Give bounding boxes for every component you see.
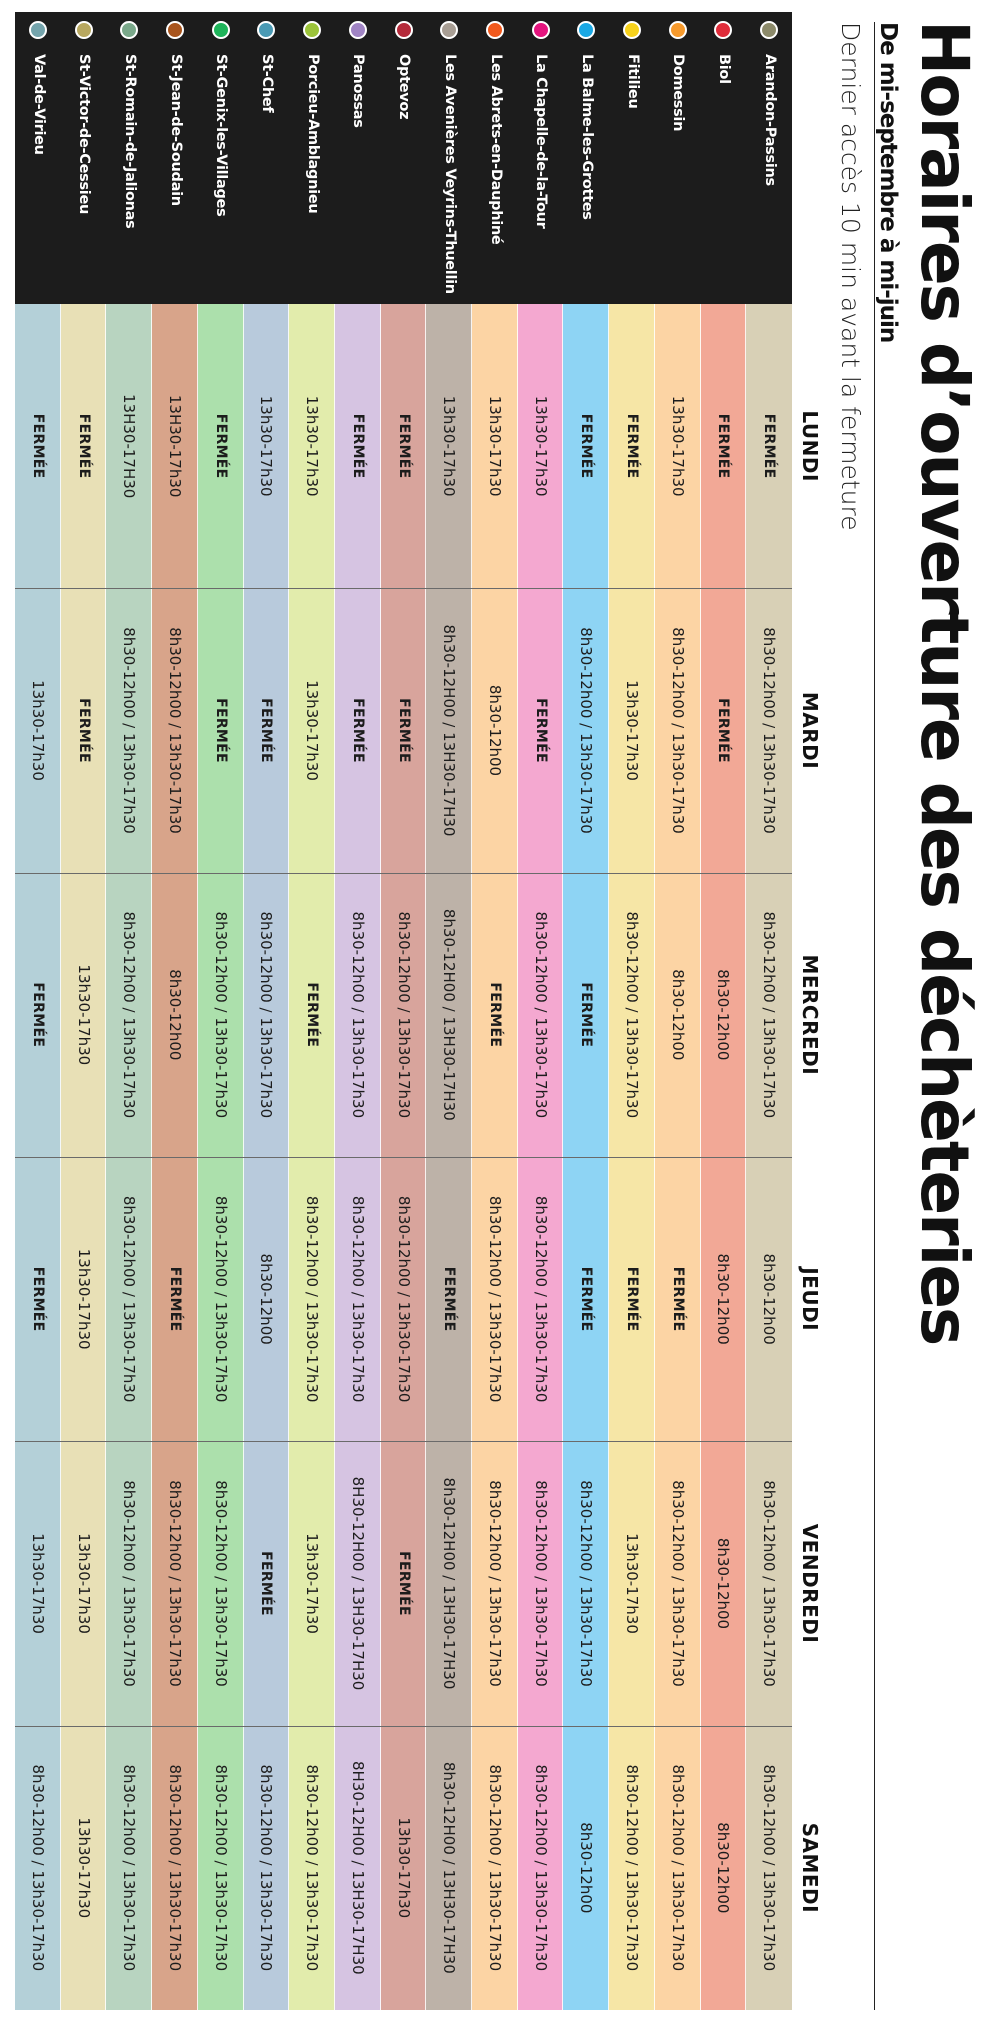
hours-cell-mardi: FERMÉE [381,588,427,872]
hours-cell-samedi: 8h30-12h00 / 13h30-17h30 [289,1726,335,2010]
hours-cell-lundi: 13h30-17h30 [472,304,518,588]
hours-cell-mercredi: 13h30-17h30 [61,873,107,1157]
location-name-cell [289,12,335,304]
location-name: Fitilieu [624,54,641,109]
hours-cell-samedi: 8h30-12h00 / 13h30-17h30 [746,1726,792,2010]
hours-cell-jeudi: 8h30-12h00 / 13h30-17h30 [518,1157,564,1441]
hours-cell-mardi: 13h30-17h30 [609,588,655,872]
location-color-dot-icon [714,21,732,39]
hours-cell-mardi: 8h30-12h00 / 13h30-17h30 [152,588,198,872]
hours-cell-vendredi: 8h30-12h00 [701,1441,747,1725]
hours-cell-samedi: 13h30-17h30 [61,1726,107,2010]
hours-cell-lundi: FERMÉE [15,304,61,588]
hours-cell-samedi: 8h30-12h00 [563,1726,609,2010]
hours-cell-jeudi: FERMÉE [609,1157,655,1441]
hours-cell-samedi: 8h30-12h00 / 13h30-17h30 [198,1726,244,2010]
hours-cell-samedi: 8h30-12h00 / 13h30-17h30 [472,1726,518,2010]
hours-cell-mercredi: FERMÉE [563,873,609,1157]
hours-cell-mardi: FERMÉE [244,588,290,872]
hours-cell-mardi: FERMÉE [198,588,244,872]
table-row [426,12,472,2010]
hours-cell-vendredi: 13h30-17h30 [609,1441,655,1725]
title-divider [874,22,875,2010]
hours-cell-vendredi: 8h30-12h00 / 13h30-17h30 [198,1441,244,1725]
hours-cell-mardi: 8h30-12h00 / 13h30-17h30 [746,588,792,872]
table-row [518,12,564,2010]
hours-cell-mercredi: 8h30-12h00 [701,873,747,1157]
location-name: Porcieu-Amblagnieu [304,54,321,214]
location-color-dot-icon [760,21,778,39]
hours-cell-mardi: 8h30-12h00 / 13h30-17h30 [655,588,701,872]
location-name: Panossas [350,54,367,128]
hours-cell-lundi: FERMÉE [563,304,609,588]
table-row [381,12,427,2010]
table-row [106,12,152,2010]
hours-cell-mercredi: 8h30-12h00 / 13h30-17h30 [746,873,792,1157]
hours-cell-mardi: 13h30-17h30 [289,588,335,872]
location-color-dot-icon [623,21,641,39]
location-name-cell [244,12,290,304]
hours-cell-mercredi: 8h30-12h00 [655,873,701,1157]
location-name: St-Victor-de-Cessieu [76,54,93,215]
column-divider [15,873,792,874]
location-name-cell [198,12,244,304]
hours-cell-samedi: 8h30-12h00 [701,1726,747,2010]
hours-cell-mercredi: 8h30-12h00 [152,873,198,1157]
hours-cell-lundi: FERMÉE [746,304,792,588]
hours-cell-mercredi: 8h30-12h00 / 13h30-17h30 [609,873,655,1157]
table-row [61,12,107,2010]
column-divider [15,1157,792,1158]
hours-cell-jeudi: FERMÉE [655,1157,701,1441]
location-name: Arandon-Passins [761,54,778,186]
table-row [609,12,655,2010]
location-name: St-Chef [259,54,276,113]
hours-cell-mercredi: 8h30-12h00 / 13h30-17h30 [198,873,244,1157]
table-row [244,12,290,2010]
page-subtitle: De mi-septembre à mi-juin [875,22,901,343]
location-name-cell [15,12,61,304]
location-name: St-Genix-les-Villages [213,54,230,217]
hours-cell-jeudi: 8h30-12h00 / 13h30-17h30 [106,1157,152,1441]
location-name-cell [152,12,198,304]
location-color-dot-icon [532,21,550,39]
column-divider [15,588,792,589]
hours-cell-lundi: FERMÉE [701,304,747,588]
hours-cell-vendredi: 8h30-12h00 / 13h30-17h30 [472,1441,518,1725]
hours-cell-vendredi: 13h30-17h30 [289,1441,335,1725]
location-name-cell [335,12,381,304]
day-header-mercredi: MERCREDI [798,954,822,1076]
hours-cell-jeudi: FERMÉE [563,1157,609,1441]
hours-cell-vendredi: 8h30-12h00 / 13h30-17h30 [106,1441,152,1725]
hours-cell-samedi: 8h30-12h00 / 13h30-17h30 [152,1726,198,2010]
location-name: St-Romain-de-Jalionas [121,54,138,229]
day-header-lundi: LUNDI [798,410,822,482]
hours-cell-mardi: 8h30-12H00 / 13H30-17H30 [426,588,472,872]
hours-cell-mardi: FERMÉE [518,588,564,872]
hours-cell-jeudi: 8h30-12h00 [746,1157,792,1441]
hours-cell-vendredi: 8H30-12H00 / 13H30-17H30 [335,1441,381,1725]
location-color-dot-icon [440,21,458,39]
location-color-dot-icon [669,21,687,39]
hours-cell-mercredi: 8h30-12h00 / 13h30-17h30 [381,873,427,1157]
day-header-vendredi: VENDREDI [798,1523,822,1644]
hours-cell-mercredi: 8h30-12h00 / 13h30-17h30 [335,873,381,1157]
hours-cell-samedi: 13h30-17h30 [381,1726,427,2010]
location-name: La Balme-les-Grottes [579,54,596,220]
hours-cell-mardi: FERMÉE [701,588,747,872]
hours-cell-lundi: 13h30-17h30 [518,304,564,588]
location-name: Les Abrets-en-Dauphiné [487,54,504,245]
hours-cell-vendredi: FERMÉE [381,1441,427,1725]
location-name-cell [518,12,564,304]
table-row [472,12,518,2010]
location-name-cell [381,12,427,304]
hours-cell-vendredi: 8h30-12h00 / 13h30-17h30 [152,1441,198,1725]
hours-cell-mardi: FERMÉE [61,588,107,872]
hours-cell-mercredi: 8h30-12h00 / 13h30-17h30 [106,873,152,1157]
hours-cell-mardi: 8h30-12h00 [472,588,518,872]
hours-cell-lundi: 13H30-17h30 [152,304,198,588]
hours-cell-vendredi: 8h30-12h00 / 13h30-17h30 [746,1441,792,1725]
hours-cell-lundi: 13h30-17h30 [655,304,701,588]
hours-cell-lundi: FERMÉE [198,304,244,588]
location-name: Biol [716,54,733,84]
location-name-cell [106,12,152,304]
location-color-dot-icon [212,21,230,39]
hours-cell-mardi: 8h30-12h00 / 13h30-17h30 [106,588,152,872]
hours-cell-jeudi: 8h30-12h00 [701,1157,747,1441]
hours-cell-mardi: FERMÉE [335,588,381,872]
hours-cell-samedi: 8h30-12h00 / 13h30-17h30 [518,1726,564,2010]
day-header-mardi: MARDI [798,691,822,770]
hours-cell-mardi: 8h30-12h00 / 13h30-17h30 [563,588,609,872]
hours-cell-lundi: FERMÉE [61,304,107,588]
location-name-cell [61,12,107,304]
hours-cell-jeudi: FERMÉE [426,1157,472,1441]
table-row [198,12,244,2010]
hours-cell-samedi: 8h30-12h00 / 13h30-17h30 [655,1726,701,2010]
hours-cell-lundi: FERMÉE [381,304,427,588]
hours-cell-mercredi: FERMÉE [289,873,335,1157]
hours-cell-jeudi: 8h30-12h00 / 13h30-17h30 [335,1157,381,1441]
hours-cell-mercredi: FERMÉE [15,873,61,1157]
location-name-cell [609,12,655,304]
hours-cell-lundi: 13h30-17h30 [289,304,335,588]
location-name: Les Avenières Veyrins-Thuellin [441,54,458,294]
schedule-table [15,12,792,2010]
table-row [701,12,747,2010]
hours-cell-vendredi: 8h30-12h00 / 13h30-17h30 [563,1441,609,1725]
hours-cell-lundi: 13H30-17H30 [106,304,152,588]
location-color-dot-icon [349,21,367,39]
table-row [15,12,61,2010]
location-name-cell [655,12,701,304]
hours-cell-mercredi: FERMÉE [472,873,518,1157]
hours-cell-jeudi: FERMÉE [15,1157,61,1441]
hours-cell-vendredi: 8h30-12h00 / 13h30-17h30 [518,1441,564,1725]
table-row [289,12,335,2010]
location-name-cell [426,12,472,304]
hours-cell-vendredi: 13h30-17h30 [61,1441,107,1725]
location-color-dot-icon [29,21,47,39]
day-header-jeudi: JEUDI [798,1267,822,1332]
location-name: Optevoz [396,54,413,120]
hours-cell-samedi: 8h30-12H00 / 13H30-17H30 [426,1726,472,2010]
location-name-cell [563,12,609,304]
hours-cell-mardi: 13h30-17h30 [15,588,61,872]
hours-cell-lundi: FERMÉE [335,304,381,588]
location-color-dot-icon [303,21,321,39]
hours-cell-samedi: 8h30-12h00 / 13h30-17h30 [609,1726,655,2010]
hours-cell-vendredi: 13h30-17h30 [15,1441,61,1725]
hours-cell-lundi: FERMÉE [609,304,655,588]
column-divider [15,1726,792,1727]
location-color-dot-icon [120,21,138,39]
location-color-dot-icon [75,21,93,39]
location-name-cell [746,12,792,304]
page-title: Horaires d’ouverture des déchèteries [906,20,983,1345]
hours-cell-jeudi: 8h30-12h00 / 13h30-17h30 [472,1157,518,1441]
hours-cell-lundi: 13h30-17h30 [426,304,472,588]
location-name-cell [701,12,747,304]
table-row [335,12,381,2010]
hours-cell-samedi: 8H30-12H00 / 13H30-17H30 [335,1726,381,2010]
hours-cell-jeudi: 13h30-17h30 [61,1157,107,1441]
location-color-dot-icon [486,21,504,39]
location-color-dot-icon [577,21,595,39]
last-access-note: Dernier accès 10 min avant la fermeture [836,22,865,531]
table-row [152,12,198,2010]
location-color-dot-icon [166,21,184,39]
hours-cell-vendredi: 8h30-12h00 / 13h30-17h30 [655,1441,701,1725]
location-name: Domessin [670,54,687,132]
hours-cell-jeudi: 8h30-12h00 [244,1157,290,1441]
location-name: St-Jean-de-Soudain [167,54,184,206]
location-name: Val-de-Virieu [30,54,47,155]
hours-cell-lundi: 13h30-17h30 [244,304,290,588]
hours-cell-samedi: 8h30-12h00 / 13h30-17h30 [106,1726,152,2010]
hours-cell-mercredi: 8h30-12h00 / 13h30-17h30 [518,873,564,1157]
hours-cell-jeudi: FERMÉE [152,1157,198,1441]
location-name: La Chapelle-de-la-Tour [533,54,550,229]
hours-cell-vendredi: 8h30-12H00 / 13H30-17H30 [426,1441,472,1725]
hours-cell-samedi: 8h30-12h00 / 13h30-17h30 [15,1726,61,2010]
hours-cell-vendredi: FERMÉE [244,1441,290,1725]
location-name-cell [472,12,518,304]
hours-cell-jeudi: 8h30-12h00 / 13h30-17h30 [381,1157,427,1441]
hours-cell-jeudi: 8h30-12h00 / 13h30-17h30 [198,1157,244,1441]
location-color-dot-icon [257,21,275,39]
day-header-samedi: SAMEDI [798,1822,822,1914]
hours-cell-jeudi: 8h30-12h00 / 13h30-17h30 [289,1157,335,1441]
table-row [746,12,792,2010]
hours-cell-mercredi: 8h30-12H00 / 13H30-17H30 [426,873,472,1157]
table-row [655,12,701,2010]
table-row [563,12,609,2010]
column-divider [15,1441,792,1442]
location-color-dot-icon [395,21,413,39]
hours-cell-samedi: 8h30-12h00 / 13h30-17h30 [244,1726,290,2010]
hours-cell-mercredi: 8h30-12h00 / 13h30-17h30 [244,873,290,1157]
